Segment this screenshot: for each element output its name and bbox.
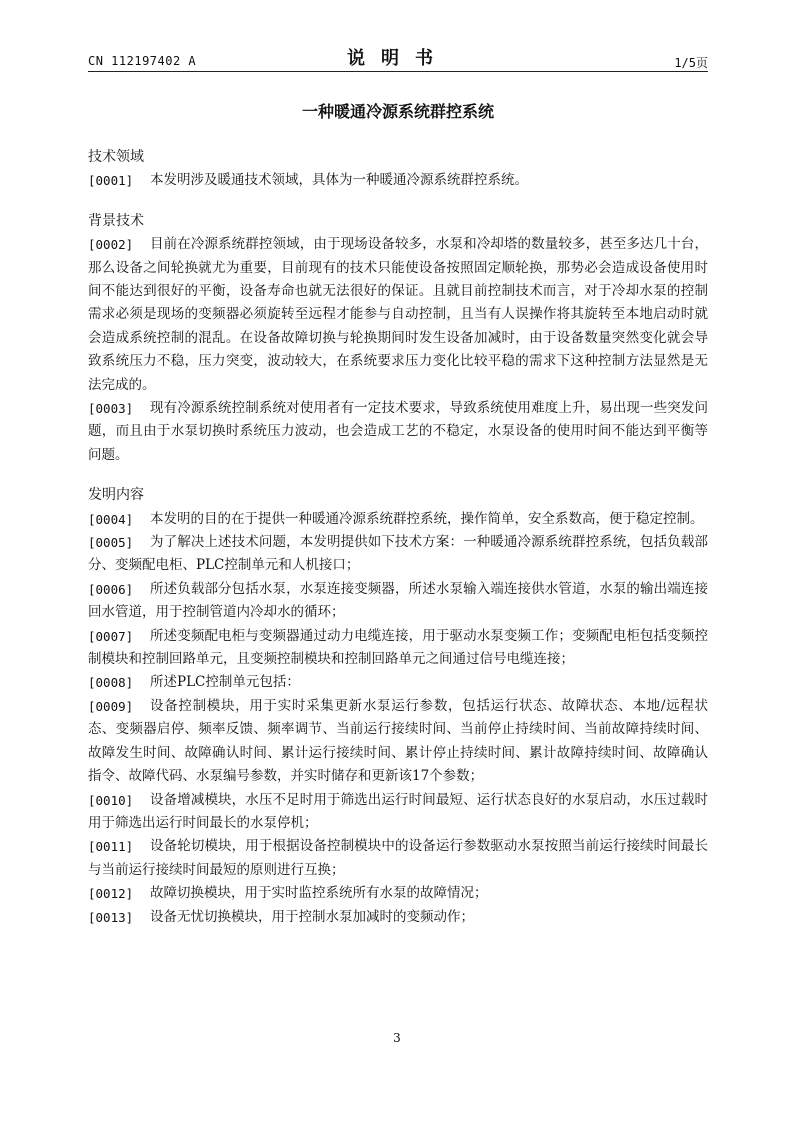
- paragraph: [88, 169, 708, 192]
- paragraph-text: 设备轮切模块，用于根据设备控制模块中的设备运行参数驱动水泵按照当前运行接续时间最长与当前运行接续时间最短的原则进行互换；: [88, 838, 708, 878]
- paragraph: [88, 508, 708, 531]
- paragraph-text: 本发明的目的在于提供一种暖通冷源系统群控系统，操作简单，安全系数高，便于稳定控制。: [150, 510, 704, 527]
- paragraph-text: 所述PLC控制单元包括：: [150, 674, 300, 691]
- paragraph: [88, 835, 708, 882]
- paragraph-number: [0012]: [88, 886, 134, 902]
- header-divider: [88, 71, 708, 72]
- paragraph: [88, 531, 708, 578]
- paragraph-number: [0002]: [88, 237, 134, 253]
- document-type-title: 说明书: [347, 48, 449, 69]
- paragraph: [88, 578, 708, 625]
- paragraph-number: [0004]: [88, 511, 134, 527]
- paragraph-text: 设备增减模块，水压不足时用于筛选出运行时间最短、运行状态良好的水泵启动，水压过载时用于筛选出运行时间最长的水泵停机；: [88, 791, 708, 831]
- paragraph-text: 所述变频配电柜与变频器通过动力电缆连接，用于驱动水泵变频工作；变频配电柜包括变频控制模块和控制回路单元，且变频控制模块和控制回路单元之间通过信号电缆连接；: [88, 627, 708, 668]
- paragraph-text: 本发明涉及暖通技术领域，具体为一种暖通冷源系统群控系统。: [150, 172, 528, 189]
- paragraph-text: 设备控制模块，用于实时采集更新水泵运行参数，包括运行状态、故障状态、本地/远程状态、变频器启停、频率反馈、频率调节、当前运行接续时间、当前停止持续时间、当前故障持续时间、故障发生时间、故障确认时间、累计运行接续时间、累计停止持续时间、累计故障持续时间、故障确认指令、故障代码、水泵编号参数，并实时储存和更新该17个参数；: [88, 697, 708, 785]
- paragraph-number: [0006]: [88, 581, 134, 597]
- document-body: [88, 146, 708, 929]
- paragraph-number: [0001]: [88, 173, 134, 189]
- paragraph-number: [0008]: [88, 675, 134, 691]
- section: [88, 484, 708, 929]
- section: [88, 146, 708, 193]
- paragraph-number: [0011]: [88, 839, 134, 855]
- paragraph-text: 所述负载部分包括水泵，水泵连接变频器，所述水泵输入端连接供水管道，水泵的输出端连接回水管道，用于控制管道内冷却水的循环；: [88, 580, 708, 621]
- section: [88, 210, 708, 467]
- paragraph: [88, 789, 708, 836]
- paragraph-number: [0007]: [88, 628, 134, 644]
- paragraph-text: 目前在冷源系统群控领域，由于现场设备较多，水泵和冷却塔的数量较多，甚至多达几十台，那么设备之间轮换就尤为重要，目前现有的技术只能使设备按照固定顺轮换，那势必会造成设备使用时间不能达到很好的平衡，设备寿命也就无法很好的保证。且就目前控制技术而言，对于冷却水泵的控制需求必须是现场的变频器必须旋转至远程才能参与自动控制，且当有人误操作将其旋转至本地启动时就会造成系统控制的混乱。在设备故障切换与轮换期间时发生设备加减时，由于设备数量突然变化就会导致系统压力不稳，压力突变，波动较大，在系统要求压力变化比较平稳的需求下这种控制方法显然是无法完成的。: [88, 236, 708, 393]
- paragraph-text: 为了解决上述技术问题，本发明提供如下技术方案：一种暖通冷源系统群控系统，包括负载部分、变频配电柜、PLC控制单元和人机接口；: [88, 534, 708, 574]
- paragraph-number: [0003]: [88, 401, 134, 417]
- patent-number: CN 112197402 A: [88, 54, 197, 68]
- page-number: 3: [393, 1031, 401, 1045]
- section-heading: 技术领域: [88, 149, 144, 165]
- paragraph-text: 现有冷源系统控制系统对使用者有一定技术要求，导致系统使用难度上升，易出现一些突发问题，而且由于水泵切换时系统压力波动，也会造成工艺的不稳定，水泵设备的使用时间不能达到平衡等问题。: [88, 400, 708, 463]
- paragraph: [88, 233, 708, 397]
- section-heading: 背景技术: [88, 212, 144, 229]
- document-title: 一种暖通冷源系统群控系统: [301, 102, 494, 121]
- paragraph-number: [0005]: [88, 535, 134, 551]
- paragraph: [88, 625, 708, 672]
- paragraph-text: 故障切换模块，用于实时监控系统所有水泵的故障情况；: [150, 885, 488, 902]
- section-heading: 发明内容: [88, 487, 144, 504]
- paragraph-text: 设备无忧切换模块，用于控制水泵加减时的变频动作；: [150, 908, 474, 925]
- page-indicator: 1/5页: [674, 56, 708, 70]
- paragraph: [88, 695, 708, 789]
- paragraph-number: [0010]: [88, 792, 134, 808]
- paragraph-number: [0013]: [88, 909, 134, 925]
- paragraph: [88, 906, 708, 929]
- paragraph: [88, 397, 708, 467]
- paragraph: [88, 882, 708, 905]
- paragraph-number: [0009]: [88, 698, 134, 714]
- paragraph: [88, 671, 708, 694]
